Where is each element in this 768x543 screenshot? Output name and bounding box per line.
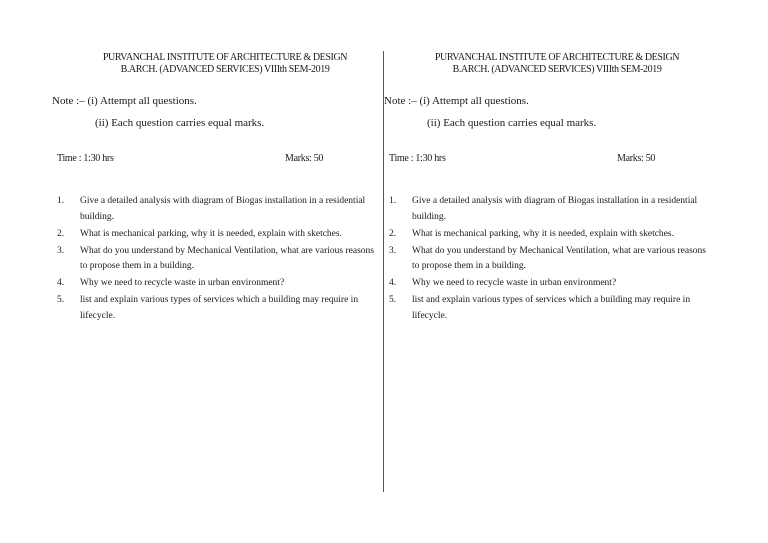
question-number: 5. (57, 295, 65, 305)
question-text: Give a detailed analysis with diagram of Biogas installation in a residential building. (412, 196, 698, 222)
note-line-1 (52, 95, 197, 107)
question-number: 4. (57, 278, 65, 288)
question-paper-left (0, 0, 380, 543)
question-item (389, 244, 715, 275)
note-prefix: Note :– (384, 95, 417, 107)
question-item (389, 194, 715, 225)
question-number: 3. (57, 245, 65, 256)
question-number: 1. (57, 196, 65, 206)
time-label: Time : 1:30 hrs (57, 153, 114, 164)
question-number: 3. (389, 245, 397, 256)
question-text: Why we need to recycle waste in urban environment? (80, 278, 285, 288)
question-item (389, 276, 715, 292)
question-number: 2. (389, 228, 397, 239)
question-number: 2. (57, 228, 65, 239)
note-prefix: Note :– (52, 95, 85, 107)
note-line-1 (384, 95, 529, 107)
question-text: list and explain various types of services which a building may require in lifecycle. (80, 295, 359, 321)
question-number: 1. (389, 196, 397, 206)
question-item (389, 293, 715, 324)
question-item (389, 227, 715, 243)
question-text: Why we need to recycle waste in urban environment? (412, 278, 617, 288)
marks-label: Marks: 50 (285, 153, 324, 164)
institute-name: PURVANCHAL INSTITUTE OF ARCHITECTURE & DESIGN (102, 52, 348, 63)
note-instruction-1: (i) Attempt all questions. (87, 95, 197, 107)
time-label: Time : 1:30 hrs (389, 153, 446, 164)
question-number: 5. (389, 295, 397, 305)
paper-header (402, 52, 712, 76)
question-list (389, 194, 715, 326)
question-text: What do you understand by Mechanical Ventilation, what are various reasons to propose them in a building. (80, 245, 374, 271)
course-title: B.ARCH. (ADVANCED SERVICES) VIIIth SEM-2019 (452, 64, 662, 75)
question-number: 4. (389, 278, 397, 288)
marks-label: Marks: 50 (617, 153, 656, 164)
question-text: Give a detailed analysis with diagram of Biogas installation in a residential building. (80, 196, 366, 222)
question-text: What is mechanical parking, why it is needed, explain with sketches. (412, 228, 674, 239)
question-text: list and explain various types of services which a building may require in lifecycle. (412, 295, 691, 321)
question-text: What is mechanical parking, why it is needed, explain with sketches. (80, 228, 342, 239)
institute-name: PURVANCHAL INSTITUTE OF ARCHITECTURE & DESIGN (434, 52, 680, 63)
note-instruction-2: (ii) Each question carries equal marks. (95, 117, 265, 129)
question-paper-right (332, 0, 712, 543)
note-instruction-1: (i) Attempt all questions. (419, 95, 529, 107)
course-title: B.ARCH. (ADVANCED SERVICES) VIIIth SEM-2019 (120, 64, 330, 75)
question-text: What do you understand by Mechanical Ventilation, what are various reasons to propose them in a building. (412, 245, 706, 271)
note-instruction-2: (ii) Each question carries equal marks. (427, 117, 597, 129)
